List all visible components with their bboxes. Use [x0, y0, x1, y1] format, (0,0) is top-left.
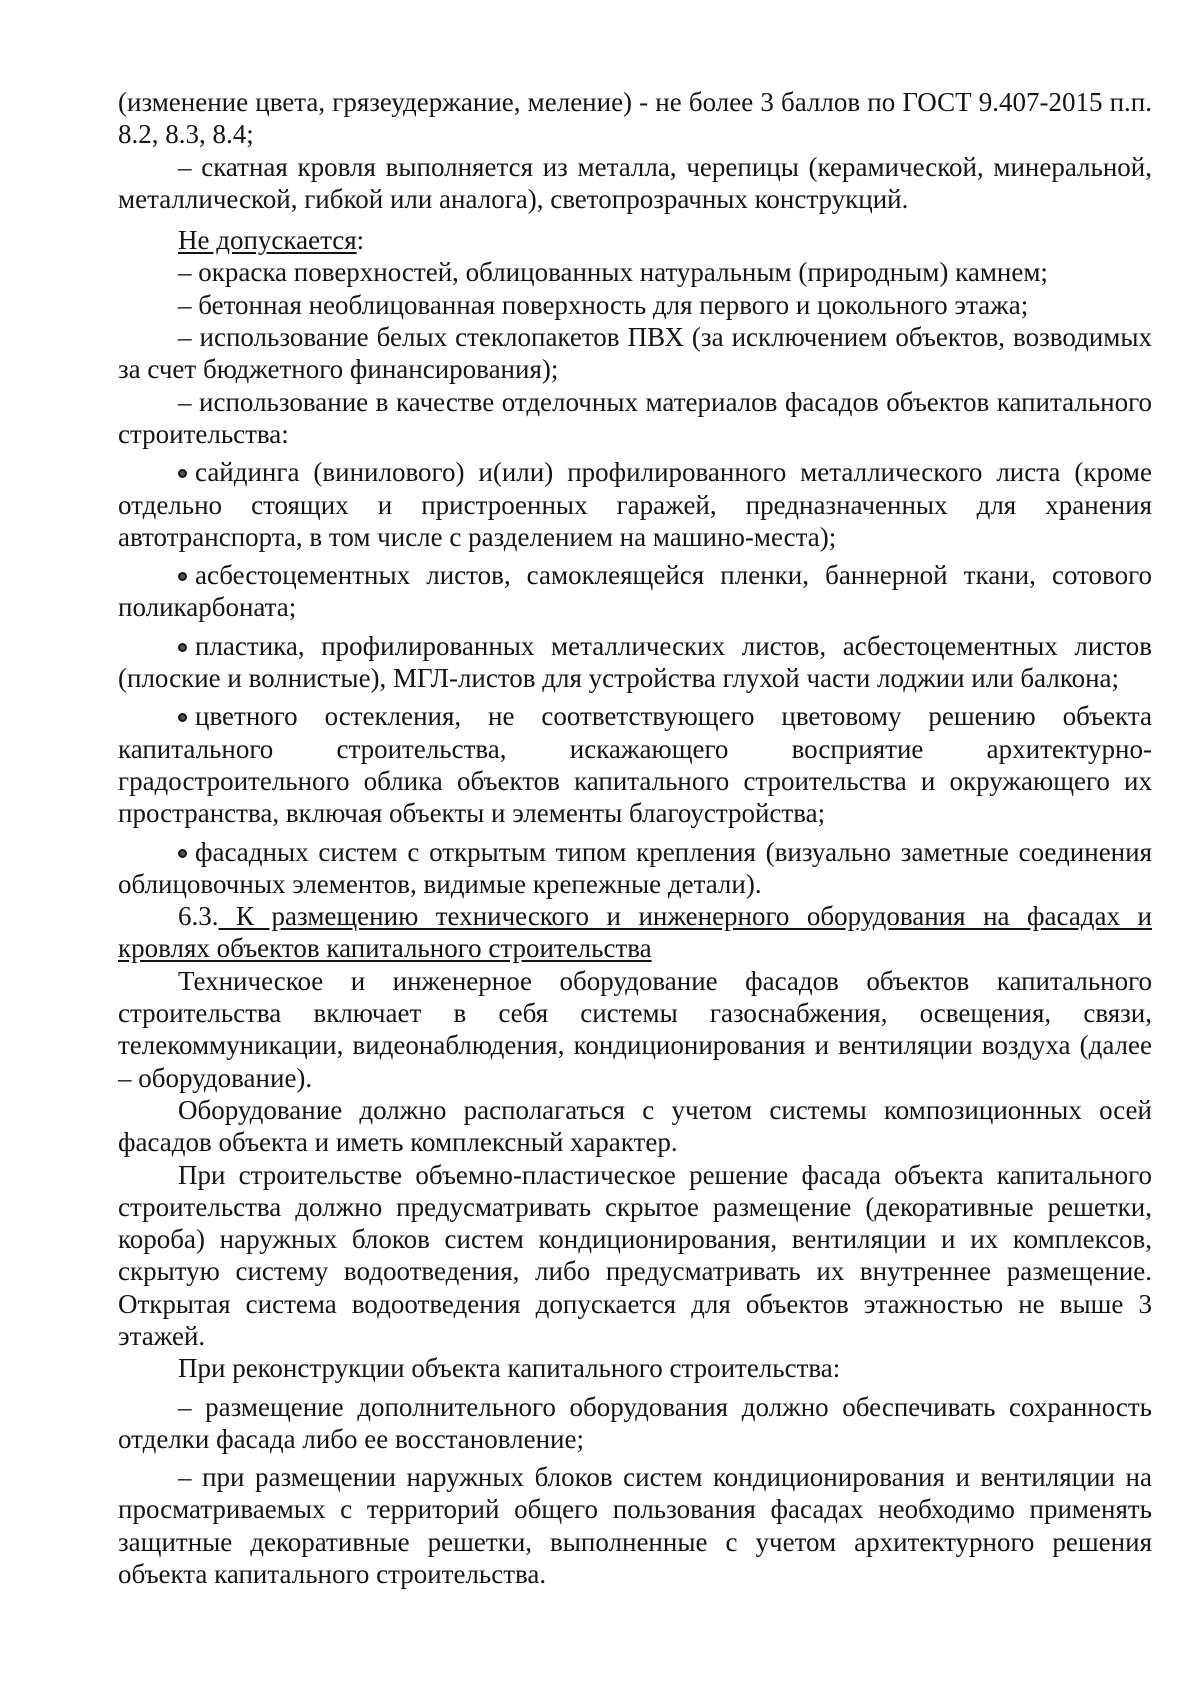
paragraph-equipment-placement: Оборудование должно располагаться с учетом системы композиционных осей фасадов объекта и иметь комплексный характер. — [118, 1094, 1152, 1158]
section-number: 6.3. — [178, 901, 219, 932]
paragraph-continuation: (изменение цвета, грязеудержание, меление) - не более 3 баллов по ГОСТ 9.407-2015 п.п. 8.2, 8.3, 8.4; — [118, 87, 1152, 150]
paragraph-construction: При строительстве объемно-пластическое решение фасада объекта капитального строительства должно предусматривать скрытое размещение (декоративные решетки, короба) наружных блоков систем кондиционирования, вентиляции и их комплексов, скрытую систему водоотведения, либо предусматривать их внутреннее размещение. Открытая система водоотведения допускается для объектов этажностью не выше 3 этажей. — [118, 1159, 1152, 1351]
section-title: К размещению технического и инженерного оборудования на фасадах и кровлях объектов капитального строительства — [118, 901, 1152, 964]
bullet-text: цветного остекления, не соответствующего цветовому решению объекта капитального строительства, искажающего восприятие архитектурно-градостроительного облика объектов капитального строительства и окружающего их пространства, включая объекты и элементы благоустройства; — [118, 701, 1152, 829]
bullet-item-siding — [118, 456, 1152, 553]
bullet-icon — [178, 713, 187, 722]
paragraph-equipment-definition: Техническое и инженерное оборудование фасадов объектов капитального строительства включает в себя системы газоснабжения, освещения, связи, телекоммуникации, видеонаблюдения, кондиционирования и вентиляции воздуха (далее – оборудование). — [118, 965, 1152, 1093]
bullet-item-facade-systems — [118, 836, 1152, 901]
not-allowed-heading-text: Не допускается — [178, 225, 357, 256]
bullet-text: пластика, профилированных металлических листов, асбестоцементных листов (плоские и волнистые), МГЛ-листов для устройства глухой части лоджии или балкона; — [118, 630, 1152, 694]
bullet-text: сайдинга (винилового) и(или) профилированного металлического листа (кроме отдельно стоящих и пристроенных гаражей, предназначенных для хранения автотранспорта, в том числе с разделением на машино-места); — [118, 457, 1152, 552]
bullet-icon — [178, 572, 187, 581]
dash-item-finish-preservation: – размещение дополнительного оборудования должно обеспечивать сохранность отделки фасада либо ее восстановление; — [118, 1391, 1152, 1454]
bullet-text: асбестоцементных листов, самоклеящейся пленки, баннерной ткани, сотового поликарбоната; — [118, 560, 1152, 623]
paragraph-roof: – скатная кровля выполняется из металла, черепицы (керамической, минеральной, металлической, гибкой или аналога), светопрозрачных конструкций. — [118, 151, 1152, 214]
bullet-item-plastic — [118, 630, 1152, 695]
dash-item-concrete: – бетонная необлицованная поверхность для первого и цокольного этажа; — [178, 289, 1029, 320]
bullet-icon — [178, 643, 187, 652]
paragraph-reconstruction: При реконструкции объекта капитального строительства: — [178, 1353, 841, 1384]
bullet-item-glazing — [118, 700, 1152, 829]
not-allowed-heading — [118, 224, 1152, 256]
document-page — [118, 86, 1152, 1590]
bullet-item-asbestos — [118, 559, 1152, 624]
dash-item-painting: – окраска поверхностей, облицованных натуральным (природным) камнем; — [178, 257, 1048, 288]
bullet-text: фасадных систем с открытым типом крепления (визуально заметные соединения облицовочных элементов, видимые крепежные детали). — [118, 836, 1152, 899]
bullet-icon — [178, 469, 187, 478]
dash-item-materials: – использование в качестве отделочных материалов фасадов объектов капитального строительства: — [118, 386, 1152, 449]
section-heading — [118, 900, 1152, 965]
bullet-icon — [178, 849, 187, 858]
dash-item-decorative-grilles: – при размещении наружных блоков систем кондиционирования и вентиляции на просматриваемых с территорий общего пользования фасадах необходимо применять защитные декоративные решетки, выполненные с учетом архитектурного решения объекта капитального строительства. — [118, 1462, 1152, 1590]
not-allowed-heading-colon: : — [356, 225, 365, 256]
dash-item-pvc: – использование белых стеклопакетов ПВХ (за исключением объектов, возводимых за счет бюджетного финансирования); — [118, 322, 1152, 385]
